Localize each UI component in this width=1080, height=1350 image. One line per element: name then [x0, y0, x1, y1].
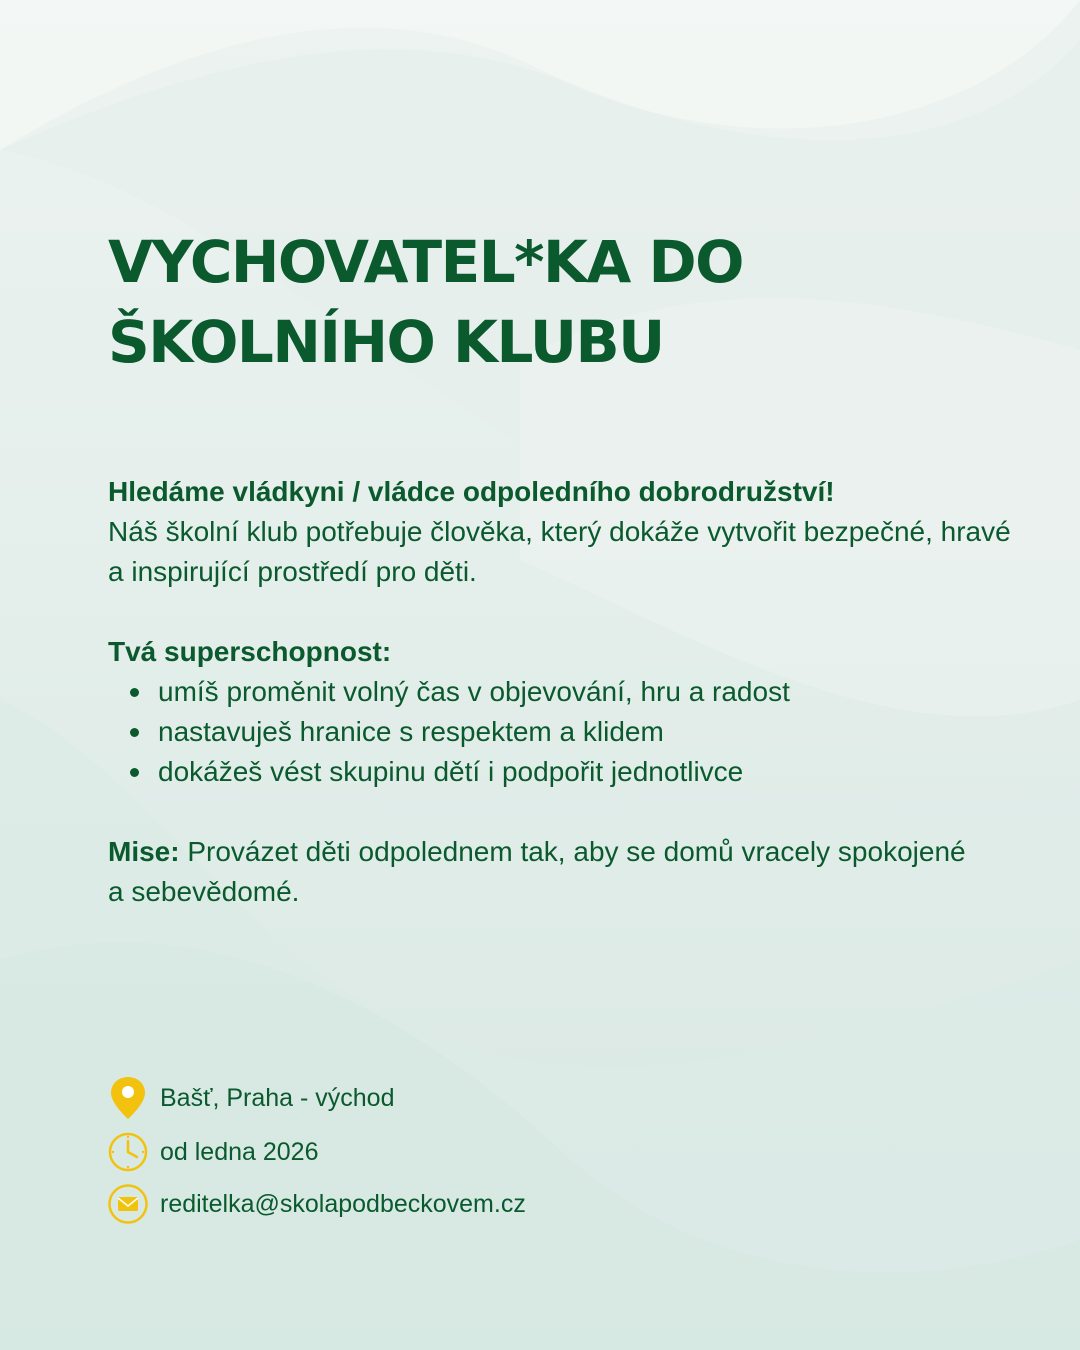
superpowers-list	[108, 672, 1028, 792]
intro-section	[108, 472, 1028, 592]
intro-heading: Hledáme vládkyni / vládce odpoledního dobrodružství!	[108, 476, 835, 507]
contact-location	[106, 1076, 395, 1120]
list-item: dokážeš vést skupinu dětí i podpořit jednotlivce	[158, 752, 1028, 792]
superpowers-section	[108, 632, 1028, 792]
mission-section	[108, 832, 968, 912]
contact-start-date	[106, 1130, 318, 1174]
location-text: Bašť, Praha - východ	[160, 1084, 395, 1112]
list-item: nastavuješ hranice s respektem a klidem	[158, 712, 1028, 752]
superpowers-heading: Tvá superschopnost:	[108, 636, 392, 667]
start-date-text: od ledna 2026	[160, 1138, 319, 1166]
list-item: umíš proměnit volný čas v objevování, hru a radost	[158, 672, 1028, 712]
intro-text: Náš školní klub potřebuje člověka, který dokáže vytvořit bezpečné, hravé a inspirující prostředí pro děti.	[108, 516, 1011, 587]
email-link[interactable]: reditelka@skolapodbeckovem.cz	[160, 1190, 526, 1218]
mission-label: Mise:	[108, 836, 180, 867]
mission-text: Provázet děti odpolednem tak, aby se domů vracely spokojené a sebevědomé.	[108, 836, 966, 907]
contact-email	[106, 1182, 526, 1226]
location-pin-icon	[106, 1076, 150, 1120]
envelope-icon	[106, 1182, 150, 1226]
clock-icon	[106, 1130, 150, 1174]
page-title: VYCHOVATEL*KA DO ŠKOLNÍHO KLUBU	[108, 228, 743, 376]
